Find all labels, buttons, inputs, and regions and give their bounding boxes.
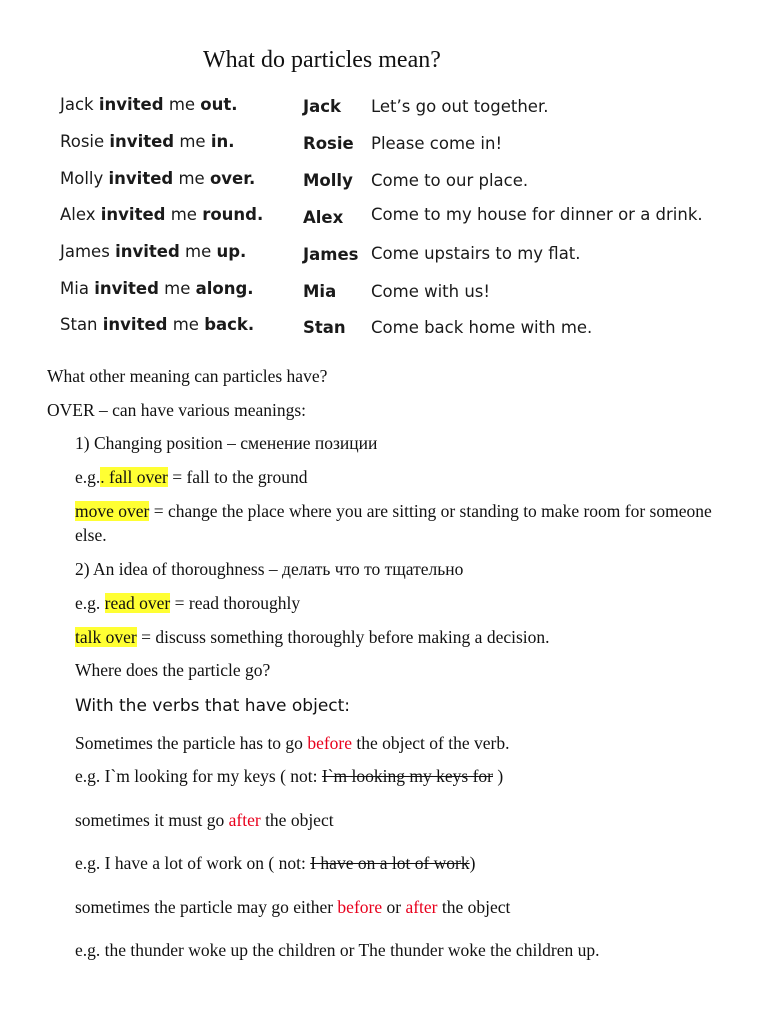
keyword-before: before xyxy=(337,897,383,917)
invitation-sentence: Rosie invited me in. xyxy=(60,132,235,151)
speaker-name: Molly xyxy=(303,171,353,190)
speaker-quote: Come upstairs to my flat. xyxy=(371,244,581,263)
example-fall-over: e.g.. fall over = fall to the ground xyxy=(75,467,308,487)
invitation-sentence: Mia invited me along. xyxy=(60,279,254,298)
where-particle-question: Where does the particle go? xyxy=(75,660,271,680)
speaker-quote: Come with us! xyxy=(371,282,491,301)
highlight-talk-over: talk over xyxy=(75,627,137,647)
speaker-name: Rosie xyxy=(303,134,354,153)
highlight-fall-over: . fall over xyxy=(100,467,168,487)
incorrect-example: I have on a lot of work xyxy=(310,853,470,873)
speaker-name: Mia xyxy=(303,282,337,301)
invitation-sentence: James invited me up. xyxy=(60,242,247,261)
speaker-quote: Come back home with me. xyxy=(371,318,593,337)
speaker-quote: Let’s go out together. xyxy=(371,97,549,116)
example-woke-up: e.g. the thunder woke up the children or The thunder woke the children up. xyxy=(75,940,600,960)
rule-either-position: sometimes the particle may go either before or after the object xyxy=(75,897,511,917)
example-talk-over: talk over = discuss something thoroughly before making a decision. xyxy=(75,627,550,647)
question-other-meaning: What other meaning can particles have? xyxy=(47,366,328,386)
verbs-with-object-heading: With the verbs that have object: xyxy=(75,696,351,716)
invitation-sentence: Jack invited me out. xyxy=(60,95,238,114)
meaning-2-heading: 2) An idea of thoroughness – делать что то тщательно xyxy=(75,559,464,579)
speaker-quote: Please come in! xyxy=(371,134,503,153)
incorrect-example: I`m looking my keys for xyxy=(321,766,493,786)
speaker-name: Alex xyxy=(303,208,344,227)
example-read-over: e.g. read over = read thoroughly xyxy=(75,593,301,613)
speaker-name: James xyxy=(303,245,359,264)
example-work-on: e.g. I have a lot of work on ( not: I have on a lot of work) xyxy=(75,853,476,873)
keyword-after: after xyxy=(228,810,261,830)
example-move-over: move over = change the place where you are sitting or standing to make room for someone else. xyxy=(75,501,712,545)
rule-after-object: sometimes it must go after the object xyxy=(75,810,334,830)
example-looking-for: e.g. I`m looking for my keys ( not: I`m looking my keys for ) xyxy=(75,766,504,786)
keyword-after: after xyxy=(405,897,438,917)
rule-before-object: Sometimes the particle has to go before the object of the verb. xyxy=(75,733,510,753)
highlight-move-over: move over xyxy=(75,501,150,521)
invitation-sentence: Molly invited me over. xyxy=(60,169,256,188)
over-intro: OVER – can have various meanings: xyxy=(47,400,307,420)
invitation-sentence: Alex invited me round. xyxy=(60,205,264,224)
speaker-name: Jack xyxy=(303,97,342,116)
meaning-1-heading: 1) Changing position – сменение позиции xyxy=(75,433,378,453)
page-title: What do particles mean? xyxy=(203,47,441,73)
speaker-quote: Come to our place. xyxy=(371,171,529,190)
highlight-read-over: read over xyxy=(104,593,171,613)
invitation-sentence: Stan invited me back. xyxy=(60,315,255,334)
speaker-name: Stan xyxy=(303,318,346,337)
keyword-before: before xyxy=(307,733,353,753)
speaker-quote: Come to my house for dinner or a drink. xyxy=(371,205,703,224)
